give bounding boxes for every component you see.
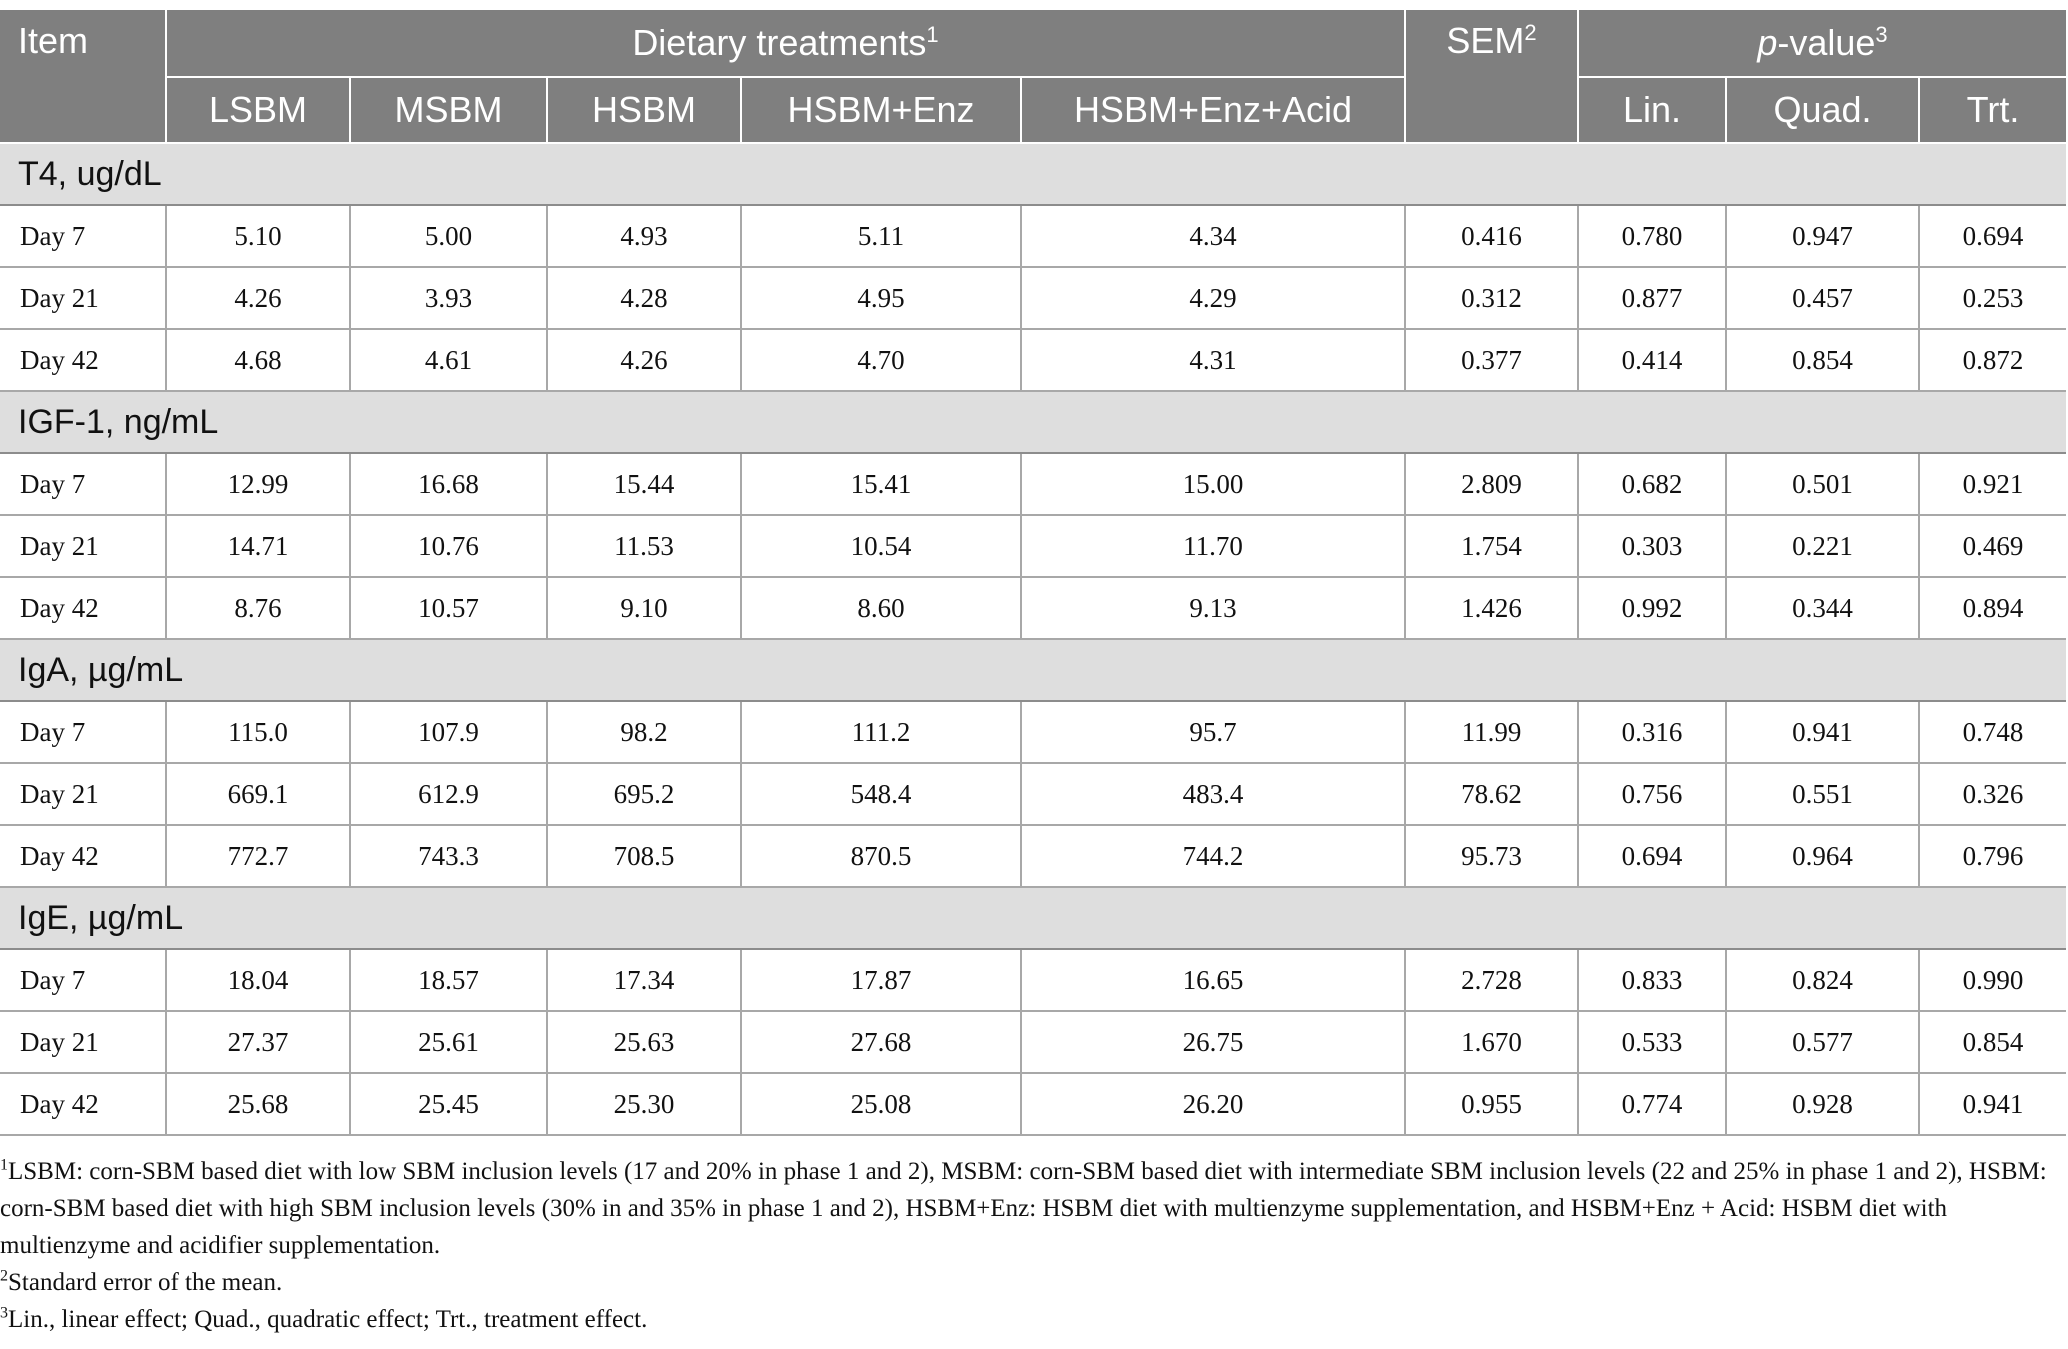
item-header: Item bbox=[0, 9, 166, 143]
treatment-value-cell: 11.70 bbox=[1021, 515, 1405, 577]
sem-value-cell: 0.377 bbox=[1405, 329, 1578, 391]
section-row bbox=[0, 639, 2066, 701]
treatment-value-cell: 115.0 bbox=[166, 701, 350, 763]
sem-value-cell: 1.754 bbox=[1405, 515, 1578, 577]
treatment-header-msbm: MSBM bbox=[350, 77, 547, 143]
p-value-cell: 0.344 bbox=[1726, 577, 1919, 639]
table-row bbox=[0, 329, 2066, 391]
table-row bbox=[0, 205, 2066, 267]
footnote-3: $^3$Lin., linear effect; Quad., quadratic effect; Trt., treatment effect. bbox=[0, 1304, 648, 1333]
table-row bbox=[0, 267, 2066, 329]
table-header bbox=[0, 9, 2066, 143]
treatment-value-cell: 27.68 bbox=[741, 1011, 1021, 1073]
treatment-value-cell: 98.2 bbox=[547, 701, 741, 763]
sem-value-cell: 11.99 bbox=[1405, 701, 1578, 763]
treatment-value-cell: 4.68 bbox=[166, 329, 350, 391]
treatment-value-cell: 772.7 bbox=[166, 825, 350, 887]
treatment-value-cell: 612.9 bbox=[350, 763, 547, 825]
table-row bbox=[0, 515, 2066, 577]
sem-value-cell: 0.416 bbox=[1405, 205, 1578, 267]
p-value-cell: 0.774 bbox=[1578, 1073, 1726, 1135]
treatment-value-cell: 25.63 bbox=[547, 1011, 741, 1073]
table-row bbox=[0, 1073, 2066, 1135]
p-value-cell: 0.964 bbox=[1726, 825, 1919, 887]
treatment-value-cell: 4.34 bbox=[1021, 205, 1405, 267]
treatment-value-cell: 4.95 bbox=[741, 267, 1021, 329]
effect-header-quad: Quad. bbox=[1726, 77, 1919, 143]
row-label: Day 21 bbox=[0, 763, 166, 825]
p-value-cell: 0.928 bbox=[1726, 1073, 1919, 1135]
treatment-header-hsbm: HSBM bbox=[547, 77, 741, 143]
treatment-value-cell: 25.68 bbox=[166, 1073, 350, 1135]
treatment-value-cell: 4.26 bbox=[547, 329, 741, 391]
treatment-value-cell: 15.44 bbox=[547, 453, 741, 515]
treatment-value-cell: 14.71 bbox=[166, 515, 350, 577]
treatment-value-cell: 5.11 bbox=[741, 205, 1021, 267]
table-body bbox=[0, 143, 2066, 1135]
section-title: IGF-1, ng/mL bbox=[0, 391, 2066, 453]
treatment-value-cell: 10.57 bbox=[350, 577, 547, 639]
p-value-cell: 0.941 bbox=[1919, 1073, 2066, 1135]
treatment-value-cell: 17.34 bbox=[547, 949, 741, 1011]
section-title: IgE, µg/mL bbox=[0, 887, 2066, 949]
p-value-cell: 0.551 bbox=[1726, 763, 1919, 825]
p-value-cell: 0.756 bbox=[1578, 763, 1726, 825]
treatment-header-hsbm-enz: HSBM+Enz bbox=[741, 77, 1021, 143]
section-row bbox=[0, 391, 2066, 453]
treatment-value-cell: 27.37 bbox=[166, 1011, 350, 1073]
row-label: Day 42 bbox=[0, 825, 166, 887]
effect-header-lin: Lin. bbox=[1578, 77, 1726, 143]
p-value-cell: 0.824 bbox=[1726, 949, 1919, 1011]
treatment-value-cell: 17.87 bbox=[741, 949, 1021, 1011]
treatment-value-cell: 15.41 bbox=[741, 453, 1021, 515]
treatment-value-cell: 4.70 bbox=[741, 329, 1021, 391]
p-value-cell: 0.414 bbox=[1578, 329, 1726, 391]
treatment-value-cell: 5.00 bbox=[350, 205, 547, 267]
sem-value-cell: 0.955 bbox=[1405, 1073, 1578, 1135]
row-label: Day 7 bbox=[0, 453, 166, 515]
p-value-cell: 0.221 bbox=[1726, 515, 1919, 577]
row-label: Day 42 bbox=[0, 1073, 166, 1135]
dietary-treatments-header: Dietary treatments$^1$ bbox=[166, 9, 1405, 77]
treatment-value-cell: 4.26 bbox=[166, 267, 350, 329]
table-row bbox=[0, 825, 2066, 887]
treatment-value-cell: 4.28 bbox=[547, 267, 741, 329]
treatment-value-cell: 483.4 bbox=[1021, 763, 1405, 825]
section-row bbox=[0, 887, 2066, 949]
table-row bbox=[0, 763, 2066, 825]
treatment-value-cell: 25.61 bbox=[350, 1011, 547, 1073]
treatment-value-cell: 695.2 bbox=[547, 763, 741, 825]
p-value-cell: 0.796 bbox=[1919, 825, 2066, 887]
p-value-cell: 0.833 bbox=[1578, 949, 1726, 1011]
table-row bbox=[0, 453, 2066, 515]
treatment-value-cell: 12.99 bbox=[166, 453, 350, 515]
sem-value-cell: 1.426 bbox=[1405, 577, 1578, 639]
treatment-value-cell: 8.76 bbox=[166, 577, 350, 639]
p-value-cell: 0.877 bbox=[1578, 267, 1726, 329]
treatment-value-cell: 95.7 bbox=[1021, 701, 1405, 763]
row-label: Day 7 bbox=[0, 701, 166, 763]
p-value-cell: 0.748 bbox=[1919, 701, 2066, 763]
treatment-value-cell: 25.30 bbox=[547, 1073, 741, 1135]
treatment-value-cell: 18.04 bbox=[166, 949, 350, 1011]
p-value-cell: 0.990 bbox=[1919, 949, 2066, 1011]
p-value-cell: 0.854 bbox=[1726, 329, 1919, 391]
sem-value-cell: 2.728 bbox=[1405, 949, 1578, 1011]
treatment-value-cell: 107.9 bbox=[350, 701, 547, 763]
p-value-cell: 0.780 bbox=[1578, 205, 1726, 267]
row-label: Day 42 bbox=[0, 329, 166, 391]
section-title: IgA, µg/mL bbox=[0, 639, 2066, 701]
treatment-header-lsbm: LSBM bbox=[166, 77, 350, 143]
treatment-header-hsbm-enz-acid: HSBM+Enz+Acid bbox=[1021, 77, 1405, 143]
treatment-value-cell: 4.61 bbox=[350, 329, 547, 391]
table-row bbox=[0, 701, 2066, 763]
row-label: Day 21 bbox=[0, 1011, 166, 1073]
treatment-value-cell: 743.3 bbox=[350, 825, 547, 887]
p-value-cell: 0.941 bbox=[1726, 701, 1919, 763]
treatment-value-cell: 9.10 bbox=[547, 577, 741, 639]
treatment-value-cell: 708.5 bbox=[547, 825, 741, 887]
p-value-cell: 0.316 bbox=[1578, 701, 1726, 763]
p-value-cell: 0.577 bbox=[1726, 1011, 1919, 1073]
sem-value-cell: 95.73 bbox=[1405, 825, 1578, 887]
section-row bbox=[0, 143, 2066, 205]
sem-value-cell: 78.62 bbox=[1405, 763, 1578, 825]
sem-value-cell: 1.670 bbox=[1405, 1011, 1578, 1073]
table-row bbox=[0, 577, 2066, 639]
treatment-value-cell: 25.45 bbox=[350, 1073, 547, 1135]
treatment-value-cell: 26.20 bbox=[1021, 1073, 1405, 1135]
treatment-value-cell: 10.76 bbox=[350, 515, 547, 577]
footnote-1: $^1$LSBM: corn-SBM based diet with low SBM inclusion levels (17 and 20% in phase 1 and 2), MSBM: corn-SBM based diet with intermediate SBM inclusion levels (22 and 25% in phase 1 and 2), HSBM: corn-SBM based diet with high SBM inclusion levels (30% in and 35% in phase 1 and 2), HSBM+Enz: HSBM diet with multienzyme supplementation, and HSBM+Enz + Acid: HSBM diet with multienzyme and acidifier supplementation. bbox=[0, 1156, 2047, 1259]
p-value-cell: 0.694 bbox=[1919, 205, 2066, 267]
sem-value-cell: 0.312 bbox=[1405, 267, 1578, 329]
treatment-value-cell: 548.4 bbox=[741, 763, 1021, 825]
table-row bbox=[0, 949, 2066, 1011]
p-value-cell: 0.469 bbox=[1919, 515, 2066, 577]
row-label: Day 7 bbox=[0, 949, 166, 1011]
section-title: T4, ug/dL bbox=[0, 143, 2066, 205]
table-row bbox=[0, 1011, 2066, 1073]
treatment-value-cell: 870.5 bbox=[741, 825, 1021, 887]
row-label: Day 42 bbox=[0, 577, 166, 639]
footnotes bbox=[0, 1153, 2066, 1338]
treatment-value-cell: 9.13 bbox=[1021, 577, 1405, 639]
treatment-value-cell: 15.00 bbox=[1021, 453, 1405, 515]
p-value-cell: 0.253 bbox=[1919, 267, 2066, 329]
treatment-value-cell: 8.60 bbox=[741, 577, 1021, 639]
treatment-value-cell: 3.93 bbox=[350, 267, 547, 329]
p-value-cell: 0.457 bbox=[1726, 267, 1919, 329]
treatment-value-cell: 16.68 bbox=[350, 453, 547, 515]
p-value-cell: 0.533 bbox=[1578, 1011, 1726, 1073]
sem-header: SEM$^2$ bbox=[1405, 9, 1578, 143]
treatment-value-cell: 11.53 bbox=[547, 515, 741, 577]
treatment-value-cell: 744.2 bbox=[1021, 825, 1405, 887]
p-value-cell: 0.872 bbox=[1919, 329, 2066, 391]
effect-header-trt: Trt. bbox=[1919, 77, 2066, 143]
treatment-value-cell: 4.93 bbox=[547, 205, 741, 267]
p-value-cell: 0.894 bbox=[1919, 577, 2066, 639]
p-value-cell: 0.694 bbox=[1578, 825, 1726, 887]
treatment-value-cell: 5.10 bbox=[166, 205, 350, 267]
treatment-value-cell: 16.65 bbox=[1021, 949, 1405, 1011]
treatment-value-cell: 4.29 bbox=[1021, 267, 1405, 329]
treatment-value-cell: 26.75 bbox=[1021, 1011, 1405, 1073]
treatment-value-cell: 4.31 bbox=[1021, 329, 1405, 391]
treatment-value-cell: 10.54 bbox=[741, 515, 1021, 577]
p-value-cell: 0.501 bbox=[1726, 453, 1919, 515]
treatment-value-cell: 18.57 bbox=[350, 949, 547, 1011]
p-value-header: p-value$^3$ bbox=[1578, 9, 2066, 77]
row-label: Day 7 bbox=[0, 205, 166, 267]
p-value-cell: 0.326 bbox=[1919, 763, 2066, 825]
footnote-2: $^2$Standard error of the mean. bbox=[0, 1267, 283, 1296]
treatment-value-cell: 25.08 bbox=[741, 1073, 1021, 1135]
p-value-cell: 0.992 bbox=[1578, 577, 1726, 639]
treatment-value-cell: 669.1 bbox=[166, 763, 350, 825]
p-value-cell: 0.921 bbox=[1919, 453, 2066, 515]
p-value-cell: 0.682 bbox=[1578, 453, 1726, 515]
p-value-cell: 0.854 bbox=[1919, 1011, 2066, 1073]
data-table-container bbox=[0, 8, 2066, 1136]
treatment-value-cell: 111.2 bbox=[741, 701, 1021, 763]
row-label: Day 21 bbox=[0, 515, 166, 577]
p-value-cell: 0.947 bbox=[1726, 205, 1919, 267]
row-label: Day 21 bbox=[0, 267, 166, 329]
sem-value-cell: 2.809 bbox=[1405, 453, 1578, 515]
p-value-cell: 0.303 bbox=[1578, 515, 1726, 577]
data-table bbox=[0, 8, 2066, 1136]
